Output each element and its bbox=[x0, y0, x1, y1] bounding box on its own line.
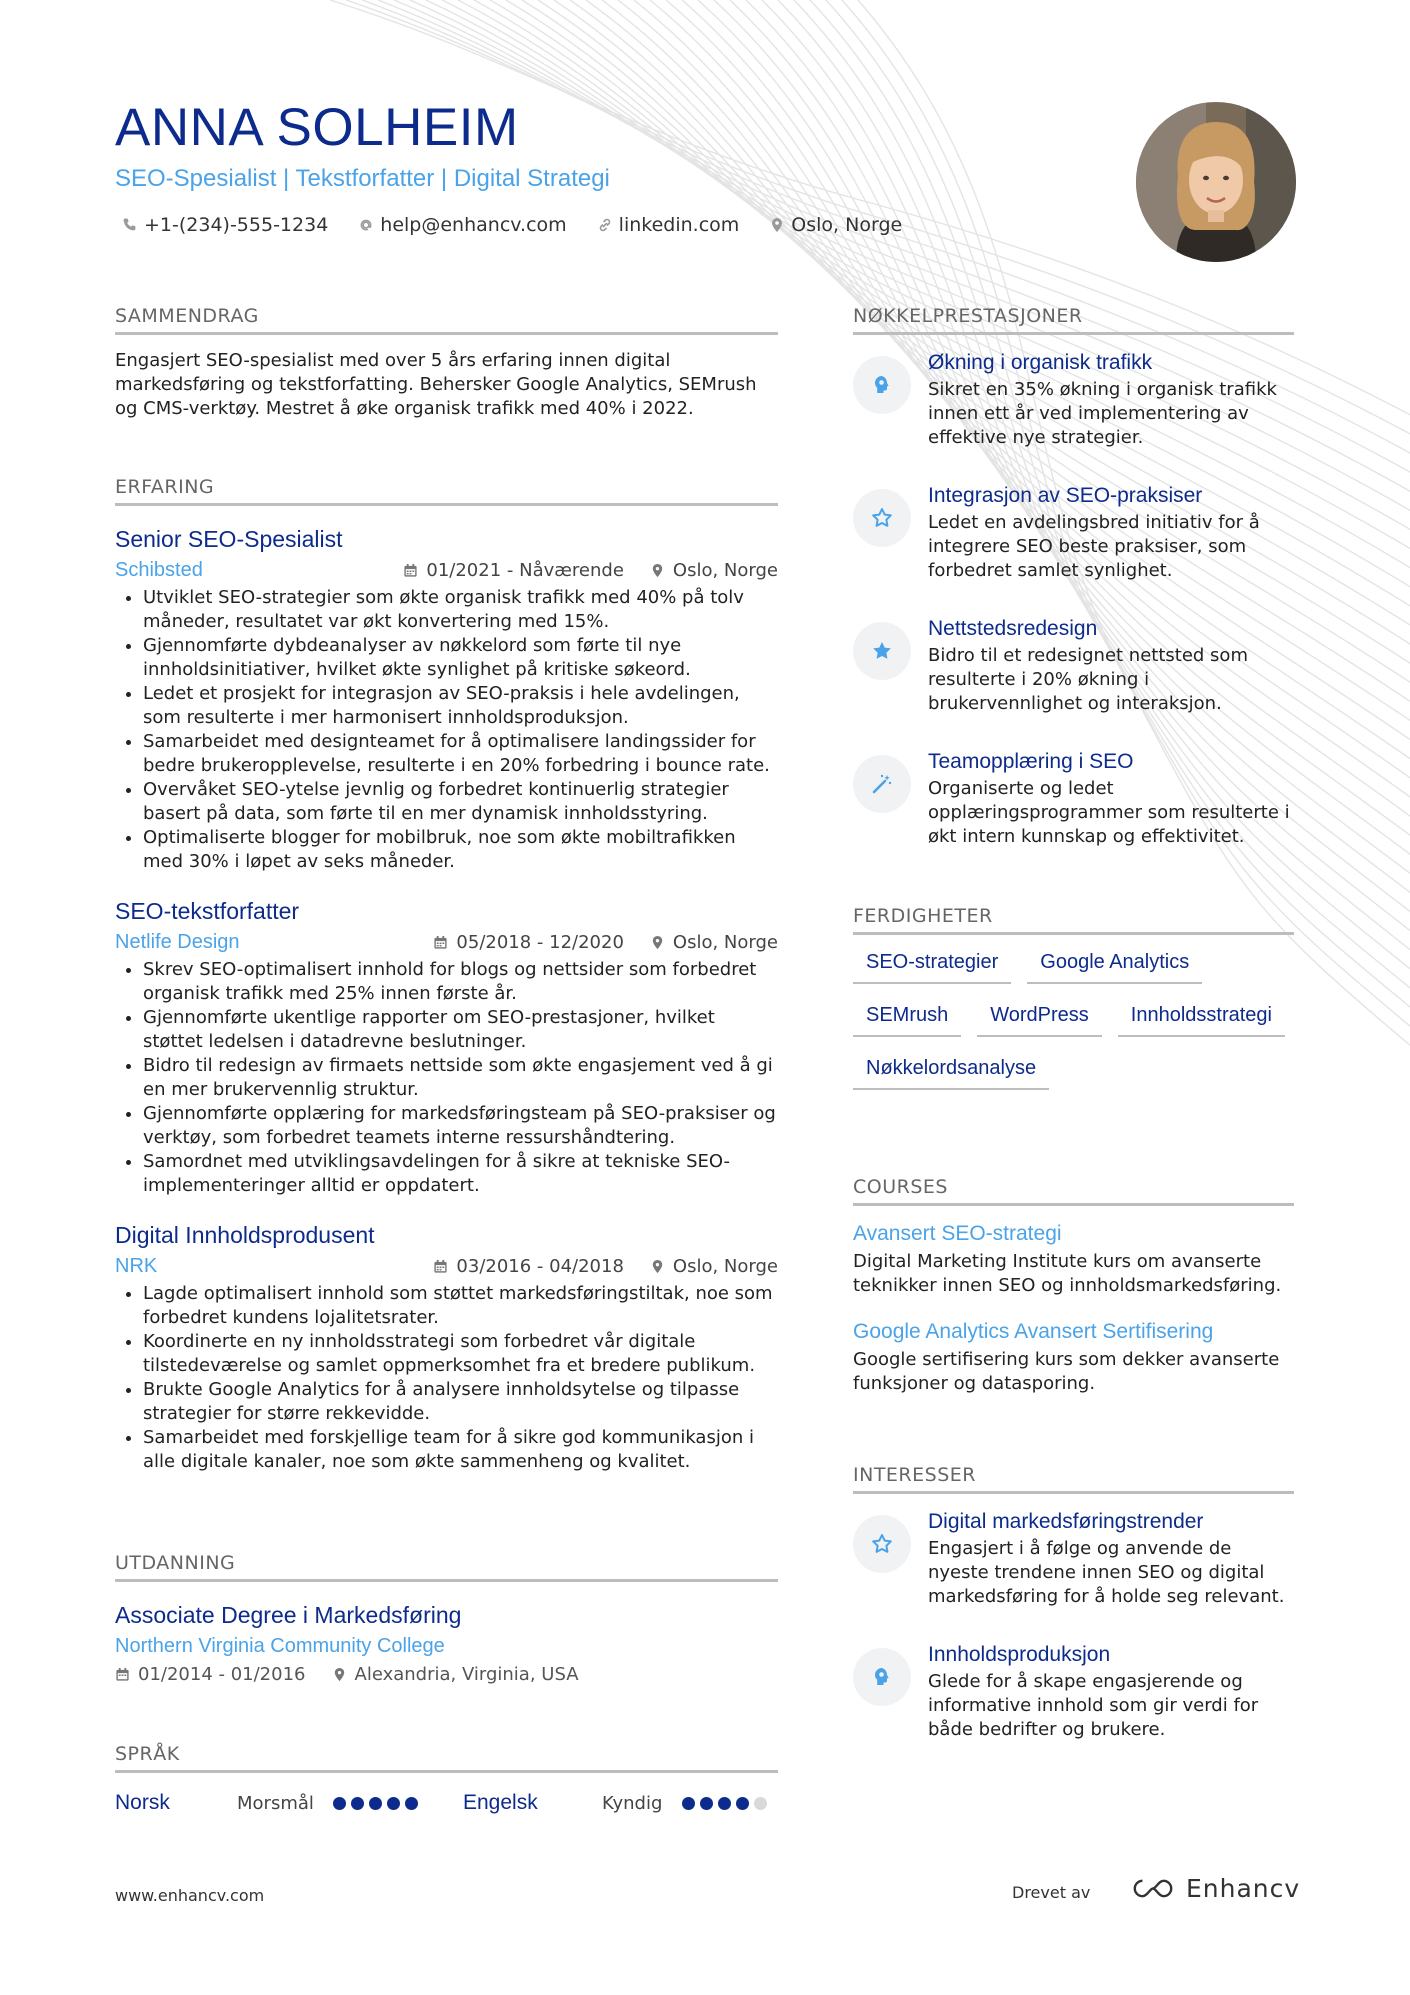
summary-heading: SAMMENDRAG bbox=[115, 305, 778, 335]
candidate-headline: SEO-Spesialist | Tekstforfatter | Digital Strategi bbox=[115, 165, 610, 192]
job-entry bbox=[115, 1222, 778, 1474]
rating-dot bbox=[682, 1797, 695, 1810]
rating-dot bbox=[369, 1797, 382, 1810]
candidate-name: ANNA SOLHEIM bbox=[115, 98, 519, 157]
languages-heading: SPRÅK bbox=[115, 1743, 778, 1773]
star-outline-icon bbox=[870, 1532, 894, 1556]
rating-dot bbox=[718, 1797, 731, 1810]
interest-title: Innholdsproduksjon bbox=[928, 1643, 1111, 1666]
achievement-item bbox=[853, 484, 1294, 583]
skill-tag: Innholdsstrategi bbox=[1118, 1004, 1285, 1037]
list-item: • Gjennomførte opplæring for markedsføringsteam på SEO-praksiser og verktøy, som forbedret teamets interne ressurshåndtering. bbox=[143, 1102, 778, 1150]
list-item: • Samordnet med utviklingsavdelingen for å sikre at tekniske SEO-implementeringer alltid er oppdatert. bbox=[143, 1150, 778, 1198]
course-desc: Digital Marketing Institute kurs om avanserte teknikker innen SEO og innholdsmarkedsføring. bbox=[853, 1251, 1282, 1296]
skill-tag: SEO-strategier bbox=[853, 951, 1011, 984]
magic-wand-icon bbox=[870, 772, 894, 796]
job-bullets bbox=[115, 958, 778, 1198]
list-item: • Gjennomførte dybdeanalyser av nøkkelord som førte til nye innholdsinitiativer, hvilket økte synlighet på kritiske søkeord. bbox=[143, 634, 778, 682]
achievement-item bbox=[853, 351, 1294, 450]
achievement-title: Økning i organisk trafikk bbox=[928, 351, 1153, 374]
list-item: • Optimaliserte blogger for mobilbruk, noe som økte mobiltrafikken med 30% i løpet av seks måneder. bbox=[143, 826, 778, 874]
skill-tag: Google Analytics bbox=[1027, 951, 1202, 984]
calendar-icon bbox=[403, 563, 418, 578]
achievement-desc: Ledet en avdelingsbred initiativ for å integrere SEO beste praksiser, som forbedret samlet synlighet. bbox=[928, 512, 1260, 581]
interest-item bbox=[853, 1510, 1294, 1609]
education-section bbox=[115, 1552, 778, 1685]
contact-phone[interactable] bbox=[122, 214, 328, 236]
star-filled-icon bbox=[870, 639, 894, 663]
interest-desc: Glede for å skape engasjerende og informative innhold som gir verdi for både bedrifter og brukere. bbox=[928, 1671, 1259, 1740]
contact-location bbox=[769, 214, 902, 236]
rating-dot bbox=[387, 1797, 400, 1810]
rating-dot bbox=[700, 1797, 713, 1810]
achievement-desc: Bidro til et redesignet nettsted som resulterte i 20% økning i brukervennlighet og interaksjon. bbox=[928, 645, 1248, 714]
company-name: Schibsted bbox=[115, 559, 203, 581]
job-title: Senior SEO-Spesialist bbox=[115, 526, 343, 552]
linkedin-text: linkedin.com bbox=[618, 214, 740, 236]
email-text: help@enhancv.com bbox=[380, 214, 567, 236]
rating-dot bbox=[736, 1797, 749, 1810]
rating-dot bbox=[333, 1797, 346, 1810]
job-bullets bbox=[115, 1282, 778, 1474]
phone-text: +1-(234)-555-1234 bbox=[144, 214, 329, 236]
list-item: • Skrev SEO-optimalisert innhold for blogs og nettsider som forbedret organisk trafikk med 25% innen første år. bbox=[143, 958, 778, 1006]
calendar-icon bbox=[433, 935, 448, 950]
job-entry bbox=[115, 898, 778, 1198]
school-name: Northern Virginia Community College bbox=[115, 1635, 445, 1657]
brand-name: Enhancv bbox=[1186, 1874, 1301, 1903]
calendar-icon bbox=[115, 1667, 130, 1682]
job-title: Digital Innholdsprodusent bbox=[115, 1222, 375, 1248]
degree-title: Associate Degree i Markedsføring bbox=[115, 1602, 462, 1628]
courses-heading: COURSES bbox=[853, 1176, 1294, 1206]
courses-section bbox=[853, 1176, 1294, 1396]
achievement-desc: Organiserte og ledet opplæringsprogrammer som resulterte i økt intern kunnskap og effektivitet. bbox=[928, 778, 1290, 847]
list-item: • Samarbeidet med designteamet for å optimalisere landingssider for bedre brukeropplevelse, resulterte i en 20% forbedring i bounce rate. bbox=[143, 730, 778, 778]
achievements-section bbox=[853, 305, 1294, 849]
job-dates: 03/2016 - 04/2018 bbox=[456, 1256, 624, 1277]
job-dates: 01/2021 - Nåværende bbox=[426, 560, 624, 581]
list-item: • Bidro til redesign av firmaets nettside som økte engasjement ved å gi en mer brukervennlig struktur. bbox=[143, 1054, 778, 1102]
skills-heading: FERDIGHETER bbox=[853, 905, 1294, 935]
achievement-desc: Sikret en 35% økning i organisk trafikk innen ett år ved implementering av effektive nye strategier. bbox=[928, 379, 1277, 448]
location-pin-icon bbox=[650, 1259, 665, 1274]
language-rating bbox=[682, 1797, 767, 1810]
education-heading: UTDANNING bbox=[115, 1552, 778, 1582]
job-location: Oslo, Norge bbox=[672, 1256, 778, 1277]
job-dates: 05/2018 - 12/2020 bbox=[456, 932, 624, 953]
list-item: • Utviklet SEO-strategier som økte organisk trafikk med 40% på tolv måneder, resultatet var økt konvertering med 15%. bbox=[143, 586, 778, 634]
list-item: • Gjennomførte ukentlige rapporter om SEO-prestasjoner, hvilket støttet ledelsen i datadrevne beslutninger. bbox=[143, 1006, 778, 1054]
enhancv-logo-icon bbox=[1130, 1876, 1176, 1901]
education-dates: 01/2014 - 01/2016 bbox=[138, 1664, 306, 1685]
language-level: Morsmål bbox=[237, 1792, 314, 1814]
list-item: • Ledet et prosjekt for integrasjon av SEO-praksis i hele avdelingen, som resulterte i mer harmonisert innholdsproduksjon. bbox=[143, 682, 778, 730]
star-outline-icon bbox=[870, 506, 894, 530]
footer-website-link[interactable]: www.enhancv.com bbox=[115, 1886, 265, 1905]
education-location: Alexandria, Virginia, USA bbox=[354, 1664, 579, 1685]
phone-icon bbox=[122, 217, 138, 233]
list-item: • Samarbeidet med forskjellige team for å sikre god kommunikasjon i alle digitale kanaler, noe som økte sammenheng og kvalitet. bbox=[143, 1426, 778, 1474]
language-rating bbox=[333, 1797, 463, 1810]
job-location: Oslo, Norge bbox=[672, 560, 778, 581]
achievement-item bbox=[853, 617, 1294, 716]
contact-linkedin[interactable] bbox=[597, 214, 740, 236]
course-desc: Google sertifisering kurs som dekker avanserte funksjoner og datasporing. bbox=[853, 1349, 1280, 1394]
rating-dot bbox=[405, 1797, 418, 1810]
job-bullets bbox=[115, 586, 778, 874]
company-name: Netlife Design bbox=[115, 931, 240, 953]
language-name: Norsk bbox=[115, 1791, 170, 1814]
footer-powered-by: Drevet av bbox=[1012, 1883, 1091, 1902]
calendar-icon bbox=[433, 1259, 448, 1274]
achievement-item bbox=[853, 750, 1294, 849]
language-name: Engelsk bbox=[463, 1791, 538, 1814]
profile-photo bbox=[1136, 102, 1296, 262]
location-pin-icon bbox=[650, 935, 665, 950]
list-item: • Lagde optimalisert innhold som støttet markedsføringstiltak, noe som forbedret kundens lojalitetsrater. bbox=[143, 1282, 778, 1330]
contact-bar bbox=[122, 214, 902, 236]
skill-tag: SEMrush bbox=[853, 1004, 961, 1037]
interest-item bbox=[853, 1643, 1294, 1742]
achievement-title: Teamopplæring i SEO bbox=[928, 750, 1134, 773]
list-item: • Koordinerte en ny innholdsstrategi som forbedret vår digitale tilstedeværelse og samlet oppmerksomhet fra et bredere publikum. bbox=[143, 1330, 778, 1378]
job-title: SEO-tekstforfatter bbox=[115, 898, 300, 924]
course-title: Avansert SEO-strategi bbox=[853, 1222, 1062, 1245]
list-item: • Overvåket SEO-ytelse jevnlig og forbedret kontinuerlig strategier basert på data, som førte til en mer dynamisk innholdsstyring. bbox=[143, 778, 778, 826]
link-icon bbox=[597, 217, 613, 233]
location-pin-icon bbox=[650, 563, 665, 578]
interests-section bbox=[853, 1464, 1294, 1742]
language-level: Kyndig bbox=[602, 1792, 663, 1814]
job-location: Oslo, Norge bbox=[672, 932, 778, 953]
lightbulb-head-icon bbox=[870, 373, 894, 397]
summary-section bbox=[115, 305, 778, 421]
location-text: Oslo, Norge bbox=[791, 214, 903, 236]
achievement-title: Integrasjon av SEO-praksiser bbox=[928, 484, 1203, 507]
skills-section bbox=[853, 905, 1294, 1090]
skill-tag: Nøkkelordsanalyse bbox=[853, 1057, 1049, 1090]
contact-email[interactable] bbox=[358, 214, 566, 236]
rating-dot bbox=[351, 1797, 364, 1810]
summary-text: Engasjert SEO-spesialist med over 5 års erfaring innen digital markedsføring og tekstforfatting. Behersker Google Analytics, SEMrush og CMS-verktøy. Mestret å øke organisk trafikk med 40% i 2022. bbox=[115, 350, 757, 419]
interest-title: Digital markedsføringstrender bbox=[928, 1510, 1204, 1533]
avatar bbox=[1136, 102, 1296, 262]
location-pin-icon bbox=[769, 217, 785, 233]
achievement-title: Nettstedsredesign bbox=[928, 617, 1098, 640]
course-title: Google Analytics Avansert Sertifisering bbox=[853, 1320, 1214, 1343]
job-entry bbox=[115, 526, 778, 874]
skill-tag: WordPress bbox=[977, 1004, 1102, 1037]
experience-section bbox=[115, 476, 778, 1474]
at-icon bbox=[358, 217, 374, 233]
enhancv-logo[interactable] bbox=[1130, 1874, 1300, 1903]
list-item: • Brukte Google Analytics for å analysere innholdsytelse og tilpasse strategier for større rekkevidde. bbox=[143, 1378, 778, 1426]
interests-heading: INTERESSER bbox=[853, 1464, 1294, 1494]
experience-heading: ERFARING bbox=[115, 476, 778, 506]
rating-dot bbox=[754, 1797, 767, 1810]
interest-desc: Engasjert i å følge og anvende de nyeste trendene innen SEO og digital markedsføring for å holde seg relevant. bbox=[928, 1538, 1285, 1607]
languages-section bbox=[115, 1743, 778, 1815]
company-name: NRK bbox=[115, 1255, 158, 1277]
achievements-heading: NØKKELPRESTASJONER bbox=[853, 305, 1294, 335]
location-pin-icon bbox=[332, 1667, 347, 1682]
lightbulb-head-icon bbox=[870, 1665, 894, 1689]
